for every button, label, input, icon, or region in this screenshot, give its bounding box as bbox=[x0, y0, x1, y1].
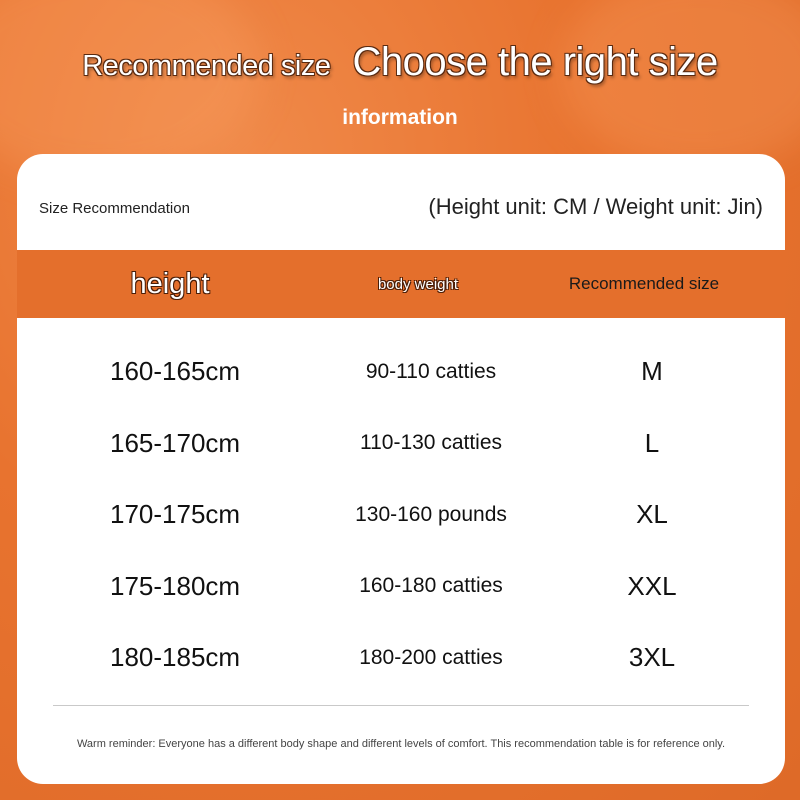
background-blob bbox=[0, 0, 260, 180]
cell-height: 170-175cm bbox=[110, 499, 241, 530]
header-subtitle: information bbox=[342, 106, 458, 129]
cell-size: L bbox=[644, 427, 660, 458]
table-row bbox=[17, 336, 785, 408]
card-header bbox=[17, 154, 785, 250]
cell-height: 175-180cm bbox=[110, 570, 241, 601]
footer-note: Warm reminder: Everyone has a different body shape and different levels of comfort. This recommendation table is for reference only. bbox=[76, 738, 726, 750]
size-chart-card bbox=[17, 154, 785, 784]
background-blob bbox=[560, 0, 800, 170]
header-title-main: Choose the right size bbox=[352, 40, 718, 84]
header-title-small: Recommended size bbox=[82, 50, 331, 82]
cell-height: 180-185cm bbox=[110, 642, 241, 673]
footer-divider bbox=[53, 705, 749, 706]
unit-note: (Height unit: CM / Weight unit: Jin) bbox=[428, 194, 763, 219]
table-row bbox=[17, 551, 785, 623]
column-header-size: Recommended size bbox=[568, 274, 720, 293]
table-row bbox=[17, 622, 785, 694]
cell-size: M bbox=[641, 356, 663, 387]
column-header-height: height bbox=[130, 267, 210, 300]
table-row bbox=[17, 408, 785, 480]
cell-height: 165-170cm bbox=[110, 427, 241, 458]
cell-size: XL bbox=[636, 499, 668, 530]
page-header bbox=[0, 40, 800, 85]
card-label: Size Recommendation bbox=[39, 200, 190, 217]
cell-weight: 130-160 pounds bbox=[355, 502, 507, 526]
column-header-weight: body weight bbox=[377, 275, 459, 293]
cell-weight: 180-200 catties bbox=[359, 645, 503, 669]
table-header bbox=[17, 250, 785, 318]
cell-weight: 110-130 catties bbox=[359, 431, 503, 455]
table-row bbox=[17, 479, 785, 551]
cell-weight: 160-180 catties bbox=[359, 574, 503, 598]
cell-weight: 90-110 catties bbox=[365, 359, 497, 383]
cell-size: 3XL bbox=[628, 642, 676, 673]
cell-height: 160-165cm bbox=[110, 356, 241, 387]
cell-size: XXL bbox=[627, 570, 677, 601]
table-body bbox=[17, 336, 785, 694]
